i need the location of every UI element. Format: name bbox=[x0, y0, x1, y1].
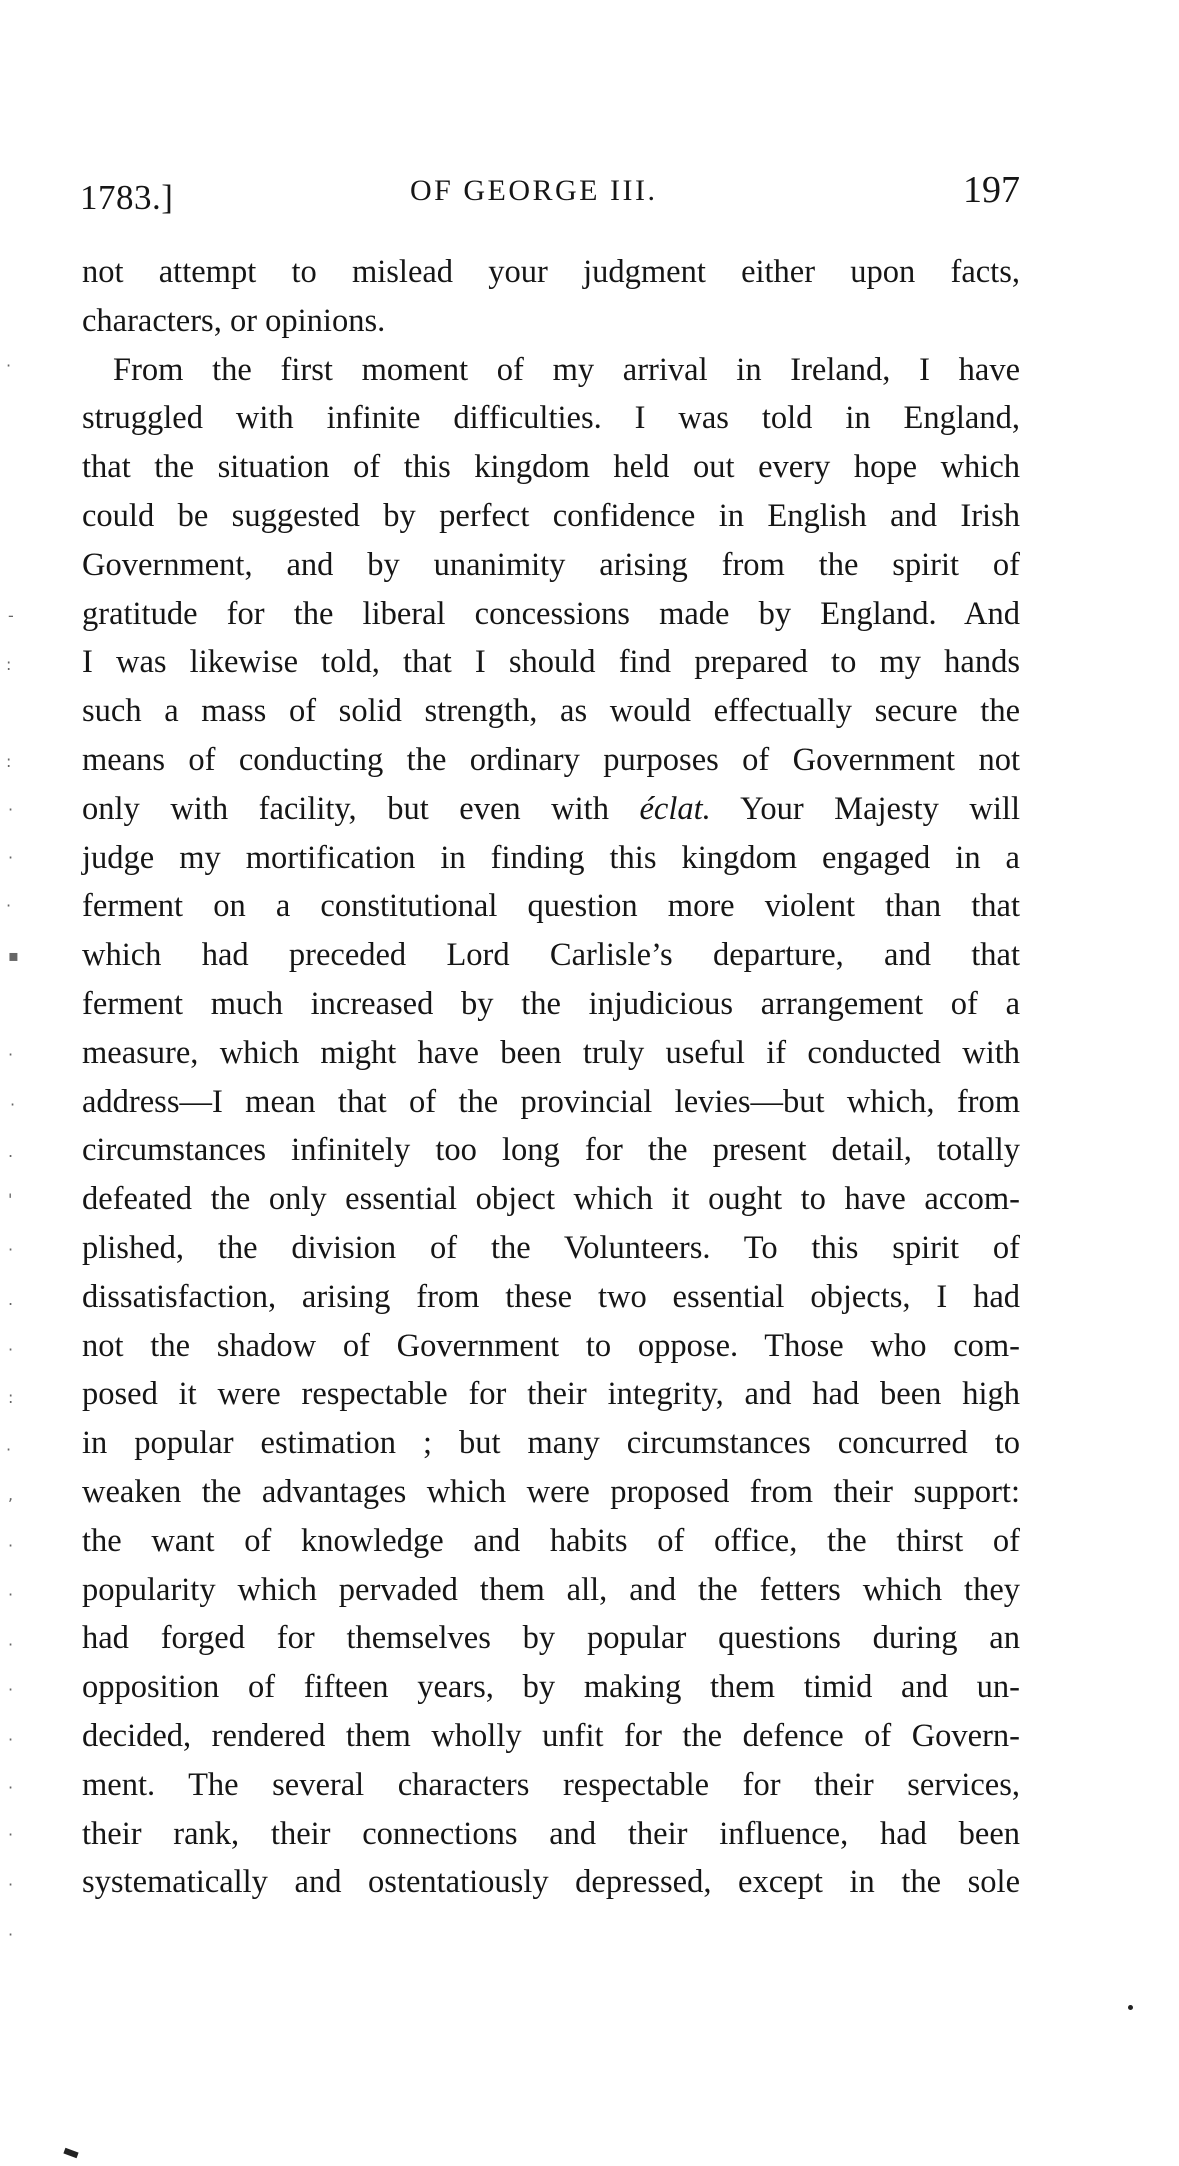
text-line: gratitude for the liberal concessions made by England. And bbox=[82, 595, 1020, 632]
margin-speck: · bbox=[8, 1240, 14, 1259]
margin-speck: · bbox=[8, 1730, 14, 1749]
margin-speck: , bbox=[8, 1485, 14, 1504]
margin-speck: · bbox=[8, 800, 14, 819]
page-number: 197 bbox=[963, 169, 1020, 211]
text-line: weaken the advantages which were proposed from their support: bbox=[82, 1473, 1020, 1510]
margin-speck: · bbox=[8, 1536, 14, 1555]
margin-speck: · bbox=[8, 848, 14, 867]
header-year: 1783.] bbox=[80, 178, 174, 217]
page-corner-mark bbox=[63, 2148, 78, 2158]
text-line: characters, or opinions. bbox=[82, 302, 386, 339]
margin-speck: : bbox=[6, 752, 12, 771]
margin-speck: · bbox=[8, 1778, 14, 1797]
margin-speck: - bbox=[8, 606, 14, 625]
text-line: decided, rendered them wholly unfit for the defence of Govern- bbox=[82, 1717, 1020, 1754]
text-line: only with facility, but even with éclat. Your Majesty will bbox=[82, 790, 1020, 827]
text-line: not attempt to mislead your judgment either upon facts, bbox=[82, 254, 1020, 290]
text-line: plished, the division of the Volunteers. To this spirit of bbox=[82, 1229, 1020, 1266]
margin-speck: · bbox=[8, 1925, 14, 1944]
margin-speck: : bbox=[6, 655, 12, 674]
margin-speck: · bbox=[6, 896, 12, 915]
text-line: systematically and ostentatiously depressed, except in the sole bbox=[82, 1864, 1020, 1901]
header-title: OF GEORGE III. bbox=[410, 174, 658, 207]
text-line: opposition of fifteen years, by making them timid and un- bbox=[82, 1669, 1020, 1706]
paragraph-start-line: From the first moment of my arrival in Ireland, I have bbox=[113, 351, 1020, 388]
margin-speck: ' bbox=[8, 1190, 13, 1209]
text-line: Government, and by unanimity arising from the spirit of bbox=[82, 546, 1020, 583]
text-line: circumstances infinitely too long for the present detail, totally bbox=[82, 1132, 1020, 1169]
page-speck bbox=[1128, 2005, 1133, 2010]
margin-speck: : bbox=[8, 1388, 14, 1407]
text-line: ferment on a constitutional question more violent than that bbox=[82, 888, 1020, 925]
text-line: ment. The several characters respectable for their services, bbox=[82, 1766, 1020, 1803]
margin-speck: · bbox=[10, 1095, 16, 1114]
margin-speck: · bbox=[8, 1825, 14, 1844]
margin-speck: · bbox=[8, 1680, 14, 1699]
margin-speck: · bbox=[8, 1875, 14, 1894]
text-line: measure, which might have been truly useful if conducted with bbox=[82, 1034, 1020, 1071]
text-line: ferment much increased by the injudicious arrangement of a bbox=[82, 985, 1020, 1022]
margin-speck: · bbox=[8, 1340, 14, 1359]
text-line: struggled with infinite difficulties. I was told in England, bbox=[82, 400, 1020, 437]
text-line: could be suggested by perfect confidence in English and Irish bbox=[82, 497, 1020, 534]
text-line: defeated the only essential object which it ought to have accom- bbox=[82, 1181, 1020, 1218]
running-head bbox=[80, 168, 1020, 218]
text-line: means of conducting the ordinary purposes of Government not bbox=[82, 741, 1020, 778]
text-line: which had preceded Lord Carlisle’s departure, and that bbox=[82, 937, 1020, 974]
margin-speck: · bbox=[8, 1585, 14, 1604]
margin-speck: · bbox=[6, 1440, 12, 1459]
text-line: that the situation of this kingdom held out every hope which bbox=[82, 449, 1020, 486]
text-line: judge my mortification in finding this kingdom engaged in a bbox=[82, 839, 1020, 876]
margin-speck: · bbox=[8, 1045, 14, 1064]
text-line: posed it were respectable for their integrity, and had been high bbox=[82, 1376, 1020, 1413]
text-line: not the shadow of Government to oppose. Those who com- bbox=[82, 1327, 1020, 1364]
margin-speck: ▪ bbox=[8, 946, 19, 965]
text-line: dissatisfaction, arising from these two essential objects, I had bbox=[82, 1278, 1020, 1315]
italic-word: éclat. bbox=[639, 790, 711, 827]
binding-edge-bleedthrough bbox=[0, 300, 60, 2000]
text-line: such a mass of solid strength, as would effectually secure the bbox=[82, 693, 1020, 730]
margin-speck: · bbox=[8, 1635, 14, 1654]
margin-speck: . bbox=[8, 1142, 14, 1161]
margin-speck: . bbox=[8, 1290, 14, 1309]
margin-speck: · bbox=[6, 356, 12, 375]
text-line: I was likewise told, that I should find prepared to my hands bbox=[82, 644, 1020, 681]
text-line: had forged for themselves by popular questions during an bbox=[82, 1620, 1020, 1657]
text-line: the want of knowledge and habits of office, the thirst of bbox=[82, 1522, 1020, 1559]
text-line: address—I mean that of the provincial levies—but which, from bbox=[82, 1083, 1020, 1120]
body-text bbox=[82, 248, 1020, 1907]
text-line: in popular estimation ; but many circumstances concurred to bbox=[82, 1425, 1020, 1462]
text-line: their rank, their connections and their influence, had been bbox=[82, 1815, 1020, 1852]
text-line: popularity which pervaded them all, and the fetters which they bbox=[82, 1571, 1020, 1608]
